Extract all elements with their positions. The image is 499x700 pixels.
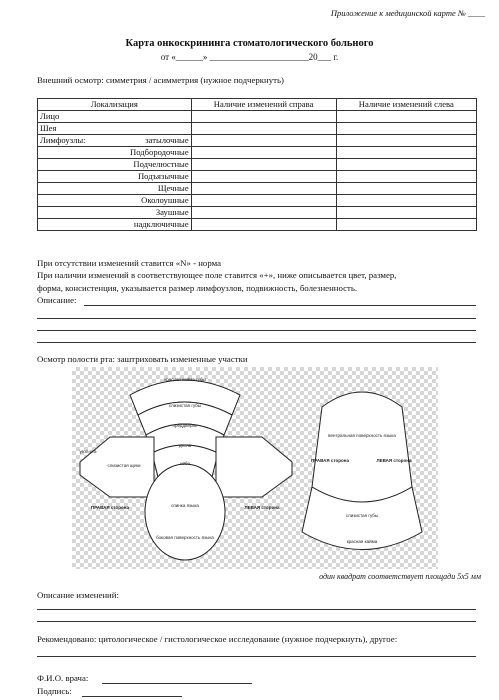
table-row [38, 147, 477, 159]
label-tongue-ventral: вентральная поверхность языка [328, 433, 396, 438]
tongue-side-view [312, 392, 412, 502]
col-left: Наличие изменений слева [336, 99, 477, 111]
row-sublabel: затылочные [145, 135, 189, 145]
label-vestibule: преддверие [172, 423, 198, 428]
label-upper-mucosa: слизистая губы [168, 403, 202, 408]
cell-right[interactable] [191, 159, 336, 171]
signature-line[interactable] [82, 696, 182, 697]
label-tongue-lateral: боковая поверхность языка [156, 535, 214, 540]
cell-left[interactable] [336, 123, 477, 135]
label-left-side: ЛЕВАЯ сторона [244, 505, 280, 510]
label-mouth-corner: угол рта [79, 449, 97, 454]
label-tongue-back: спинка языка [171, 503, 199, 508]
label-left-short: ЛЕВАЯ сторона [376, 458, 412, 463]
row-label: Лицо [38, 111, 192, 123]
cell-left[interactable] [336, 135, 477, 147]
row-sublabel: Подбородочные [38, 147, 192, 159]
doctor-name-line[interactable] [102, 683, 252, 684]
description-line[interactable] [37, 318, 476, 319]
cell-left[interactable] [336, 111, 477, 123]
row-label [38, 135, 192, 147]
table-row [38, 111, 477, 123]
label-lower-mucosa: слизистая губы [345, 513, 379, 518]
table-row [38, 219, 477, 231]
row-sublabel: Подъязычные [38, 171, 192, 183]
description-line[interactable] [37, 342, 476, 343]
description-line[interactable] [84, 305, 476, 306]
row-sublabel: надключичные [38, 219, 192, 231]
left-cheek-region [216, 437, 292, 497]
row-sublabel: Щечные [38, 183, 192, 195]
external-exam-label: Внешний осмотр: симметрия / асимметрия (нужное подчеркнуть) [37, 75, 284, 85]
cell-right[interactable] [191, 147, 336, 159]
cell-left[interactable] [336, 183, 477, 195]
document-title: Карта онкоскрининга стоматологического больного [125, 38, 374, 49]
label-upper-lip: красная кайма губы [164, 377, 206, 382]
note-changes: При наличии изменений в соответствующее поле ставится «+», ниже описывается цвет, размер, [37, 270, 397, 280]
cell-left[interactable] [336, 171, 477, 183]
doctor-name-label: Ф.И.О. врача: [37, 673, 89, 683]
cell-right[interactable] [191, 183, 336, 195]
localization-table [37, 98, 477, 231]
tongue-region [145, 464, 225, 560]
cell-left[interactable] [336, 159, 477, 171]
table-row [38, 171, 477, 183]
oral-diagram-svg [72, 367, 438, 569]
cell-right[interactable] [191, 219, 336, 231]
table-row [38, 123, 477, 135]
appendix-note: Приложение к медицинской карте № ____ [330, 8, 485, 18]
lymph-label: Лимфоузлы: [40, 135, 86, 145]
signature-label: Подпись: [37, 686, 72, 696]
row-sublabel: Подчелюстные [38, 159, 192, 171]
table-row [38, 195, 477, 207]
table-row [38, 135, 477, 147]
cell-left[interactable] [336, 207, 477, 219]
recommendation-line[interactable] [37, 656, 476, 657]
cell-right[interactable] [191, 207, 336, 219]
recommendation-label: Рекомендовано: цитологическое / гистологическое исследование (нужное подчеркнуть), другое: [37, 634, 398, 644]
cell-left[interactable] [336, 219, 477, 231]
label-right-short: ПРАВАЯ сторона [311, 458, 349, 463]
col-right: Наличие изменений справа [191, 99, 336, 111]
label-palate: нёбо [179, 461, 191, 466]
label-gum: десна [178, 443, 192, 448]
row-sublabel: Заушные [38, 207, 192, 219]
cell-right[interactable] [191, 111, 336, 123]
grid-caption: один квадрат соответствует площади 5x5 мм [319, 572, 481, 581]
table-row [38, 183, 477, 195]
note-details: форма, консистенция, указывается размер лимфоузлов, подвижность, болезненность. [37, 283, 358, 293]
changes-label: Описание изменений: [37, 590, 119, 600]
table-row [38, 159, 477, 171]
changes-line[interactable] [37, 621, 476, 622]
oral-exam-label: Осмотр полости рта: заштриховать измененные участки [37, 354, 248, 364]
cell-left[interactable] [336, 195, 477, 207]
table-row [38, 207, 477, 219]
cell-right[interactable] [191, 171, 336, 183]
row-sublabel: Околоушные [38, 195, 192, 207]
col-localization: Локализация [38, 99, 192, 111]
note-normal: При отсутствии изменений ставится «N» - норма [37, 258, 221, 268]
label-right-side: ПРАВАЯ сторона [91, 505, 129, 510]
label-lower-red: красная кайма [346, 539, 378, 544]
date-line: от «______» ______________________20___ г. [160, 52, 339, 62]
description-line[interactable] [37, 330, 476, 331]
row-label: Шея [38, 123, 192, 135]
oral-cavity-diagram[interactable] [72, 367, 438, 569]
description-label: Описание: [37, 295, 77, 305]
cell-right[interactable] [191, 195, 336, 207]
changes-line[interactable] [37, 609, 476, 610]
label-cheek-mucosa: слизистая щеки [107, 463, 141, 468]
cell-right[interactable] [191, 135, 336, 147]
cell-right[interactable] [191, 123, 336, 135]
cell-left[interactable] [336, 147, 477, 159]
